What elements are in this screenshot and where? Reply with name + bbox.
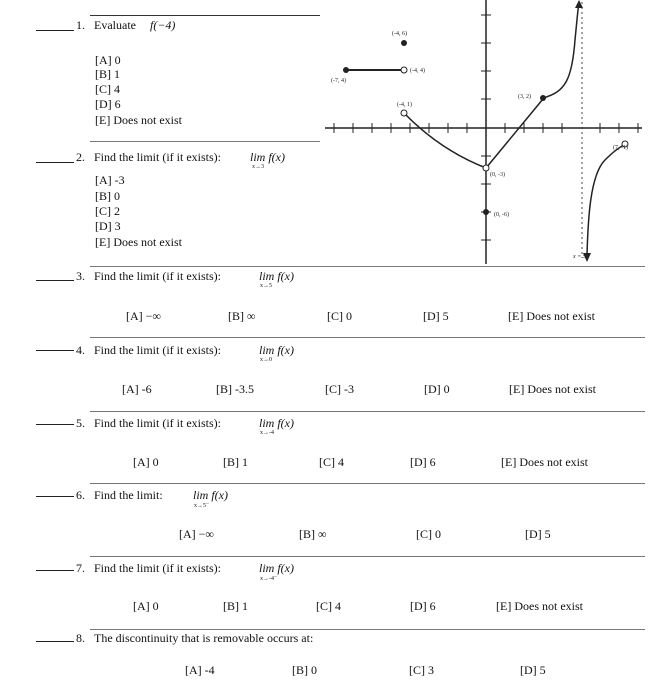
question-1-text: Evaluate	[94, 18, 136, 32]
question-2-limit-sub: x→3	[252, 164, 264, 170]
divider-q3	[90, 266, 645, 267]
q7-option-d[interactable]: [D] 6	[410, 599, 436, 613]
q5-option-b[interactable]: [B] 1	[223, 455, 248, 469]
label-7-neg1: (7, -1)	[613, 145, 628, 151]
q7-option-e[interactable]: [E] Does not exist	[496, 599, 583, 613]
question-2-text: Find the limit (if it exists):	[94, 150, 221, 164]
label-neg7-4: (-7, 4)	[331, 78, 346, 84]
label-neg4-1: (-4, 1)	[397, 102, 412, 108]
q8-option-b[interactable]: [B] 0	[292, 663, 317, 677]
question-8-number: 8.	[76, 631, 85, 645]
q5-option-c[interactable]: [C] 4	[319, 455, 344, 469]
q4-option-c[interactable]: [C] -3	[325, 382, 354, 396]
question-4-limit: lim f(x)	[259, 343, 294, 357]
q8-option-a[interactable]: [A] -4	[185, 663, 215, 677]
curve-up-to-asymptote	[543, 2, 579, 98]
q6-option-b[interactable]: [B] ∞	[299, 527, 327, 541]
question-6-text: Find the limit:	[94, 488, 163, 502]
q4-option-a[interactable]: [A] -6	[122, 382, 152, 396]
q4-option-e[interactable]: [E] Does not exist	[509, 382, 596, 396]
question-2-number: 2.	[76, 150, 85, 164]
answer-blank-8[interactable]	[36, 641, 74, 642]
label-0-neg3: (0, -3)	[490, 172, 505, 178]
q1-option-b[interactable]: [B] 1	[95, 67, 120, 81]
question-1-number: 1.	[76, 18, 85, 32]
label-neg4-4: (-4, 4)	[410, 68, 425, 74]
question-5-limit-sub: x→-4	[260, 430, 274, 436]
question-7-number: 7.	[76, 561, 85, 575]
question-4-text: Find the limit (if it exists):	[94, 343, 221, 357]
label-neg4-6: (-4, 6)	[392, 31, 407, 37]
line-middle	[486, 99, 543, 168]
divider-q2	[90, 141, 320, 142]
q2-option-e[interactable]: [E] Does not exist	[95, 235, 182, 249]
question-1-expr: f(−4)	[150, 18, 176, 32]
q6-option-c[interactable]: [C] 0	[416, 527, 441, 541]
divider-q7	[90, 556, 645, 557]
question-3-limit-sub: x→5	[260, 283, 272, 289]
label-0-neg6: (0, -6)	[494, 212, 509, 218]
question-8-text: The discontinuity that is removable occurs at:	[94, 631, 314, 645]
q5-option-e[interactable]: [E] Does not exist	[501, 455, 588, 469]
question-4-number: 4.	[76, 343, 85, 357]
answer-blank-3[interactable]	[36, 280, 74, 281]
label-asymptote: x = 5	[573, 254, 586, 260]
q6-option-d[interactable]: [D] 5	[525, 527, 551, 541]
q3-option-a[interactable]: [A] −∞	[126, 309, 161, 323]
q4-option-d[interactable]: [D] 0	[424, 382, 450, 396]
answer-blank-4[interactable]	[36, 350, 74, 351]
q2-option-c[interactable]: [C] 2	[95, 204, 120, 218]
question-7-limit-sub: x→-4⁻	[260, 576, 278, 582]
curve-left	[404, 113, 486, 168]
divider-q8	[90, 629, 645, 630]
q7-option-c[interactable]: [C] 4	[316, 599, 341, 613]
q8-option-d[interactable]: [D] 5	[520, 663, 546, 677]
question-6-limit: lim f(x)	[193, 488, 228, 502]
q1-option-e[interactable]: [E] Does not exist	[95, 113, 182, 127]
question-5-number: 5.	[76, 416, 85, 430]
answer-blank-1[interactable]	[36, 30, 74, 31]
question-5-limit: lim f(x)	[259, 416, 294, 430]
answer-blank-7[interactable]	[36, 570, 74, 571]
label-3-2: (3, 2)	[518, 94, 531, 100]
divider-q1	[90, 15, 320, 16]
closed-point-0-neg6	[483, 209, 489, 215]
answer-blank-5[interactable]	[36, 424, 74, 425]
question-3-limit: lim f(x)	[259, 269, 294, 283]
q7-option-a[interactable]: [A] 0	[133, 599, 159, 613]
q3-option-e[interactable]: [E] Does not exist	[508, 309, 595, 323]
answer-blank-2[interactable]	[36, 162, 74, 163]
q3-option-d[interactable]: [D] 5	[423, 309, 449, 323]
q1-option-c[interactable]: [C] 4	[95, 82, 120, 96]
closed-point-neg7-4	[343, 67, 349, 73]
question-2-limit: lim f(x)	[250, 150, 285, 164]
answer-blank-6[interactable]	[36, 496, 74, 497]
question-6-limit-sub: x→5⁻	[194, 503, 210, 509]
open-point-0-neg3	[483, 165, 489, 171]
open-point-neg4-4	[401, 67, 407, 73]
closed-point-3-2	[540, 95, 546, 101]
curve-right	[587, 145, 624, 255]
open-point-neg4-1	[401, 110, 407, 116]
q3-option-b[interactable]: [B] ∞	[228, 309, 256, 323]
q1-option-d[interactable]: [D] 6	[95, 97, 121, 111]
question-3-text: Find the limit (if it exists):	[94, 269, 221, 283]
q8-option-c[interactable]: [C] 3	[409, 663, 434, 677]
divider-q4	[90, 337, 645, 338]
q2-option-a[interactable]: [A] -3	[95, 173, 125, 187]
q3-option-c[interactable]: [C] 0	[327, 309, 352, 323]
divider-q6	[90, 483, 645, 484]
closed-point-neg4-6	[401, 40, 407, 46]
q7-option-b[interactable]: [B] 1	[223, 599, 248, 613]
q5-option-d[interactable]: [D] 6	[410, 455, 436, 469]
q1-option-a[interactable]: [A] 0	[95, 53, 121, 67]
question-5-text: Find the limit (if it exists):	[94, 416, 221, 430]
q4-option-b[interactable]: [B] -3.5	[216, 382, 254, 396]
question-6-number: 6.	[76, 488, 85, 502]
question-7-text: Find the limit (if it exists):	[94, 561, 221, 575]
q2-option-d[interactable]: [D] 3	[95, 219, 121, 233]
q2-option-b[interactable]: [B] 0	[95, 189, 120, 203]
question-4-limit-sub: x→0	[260, 357, 272, 363]
question-7-limit: lim f(x)	[259, 561, 294, 575]
q6-option-a[interactable]: [A] −∞	[179, 527, 214, 541]
q5-option-a[interactable]: [A] 0	[133, 455, 159, 469]
question-3-number: 3.	[76, 269, 85, 283]
divider-q5	[90, 411, 645, 412]
